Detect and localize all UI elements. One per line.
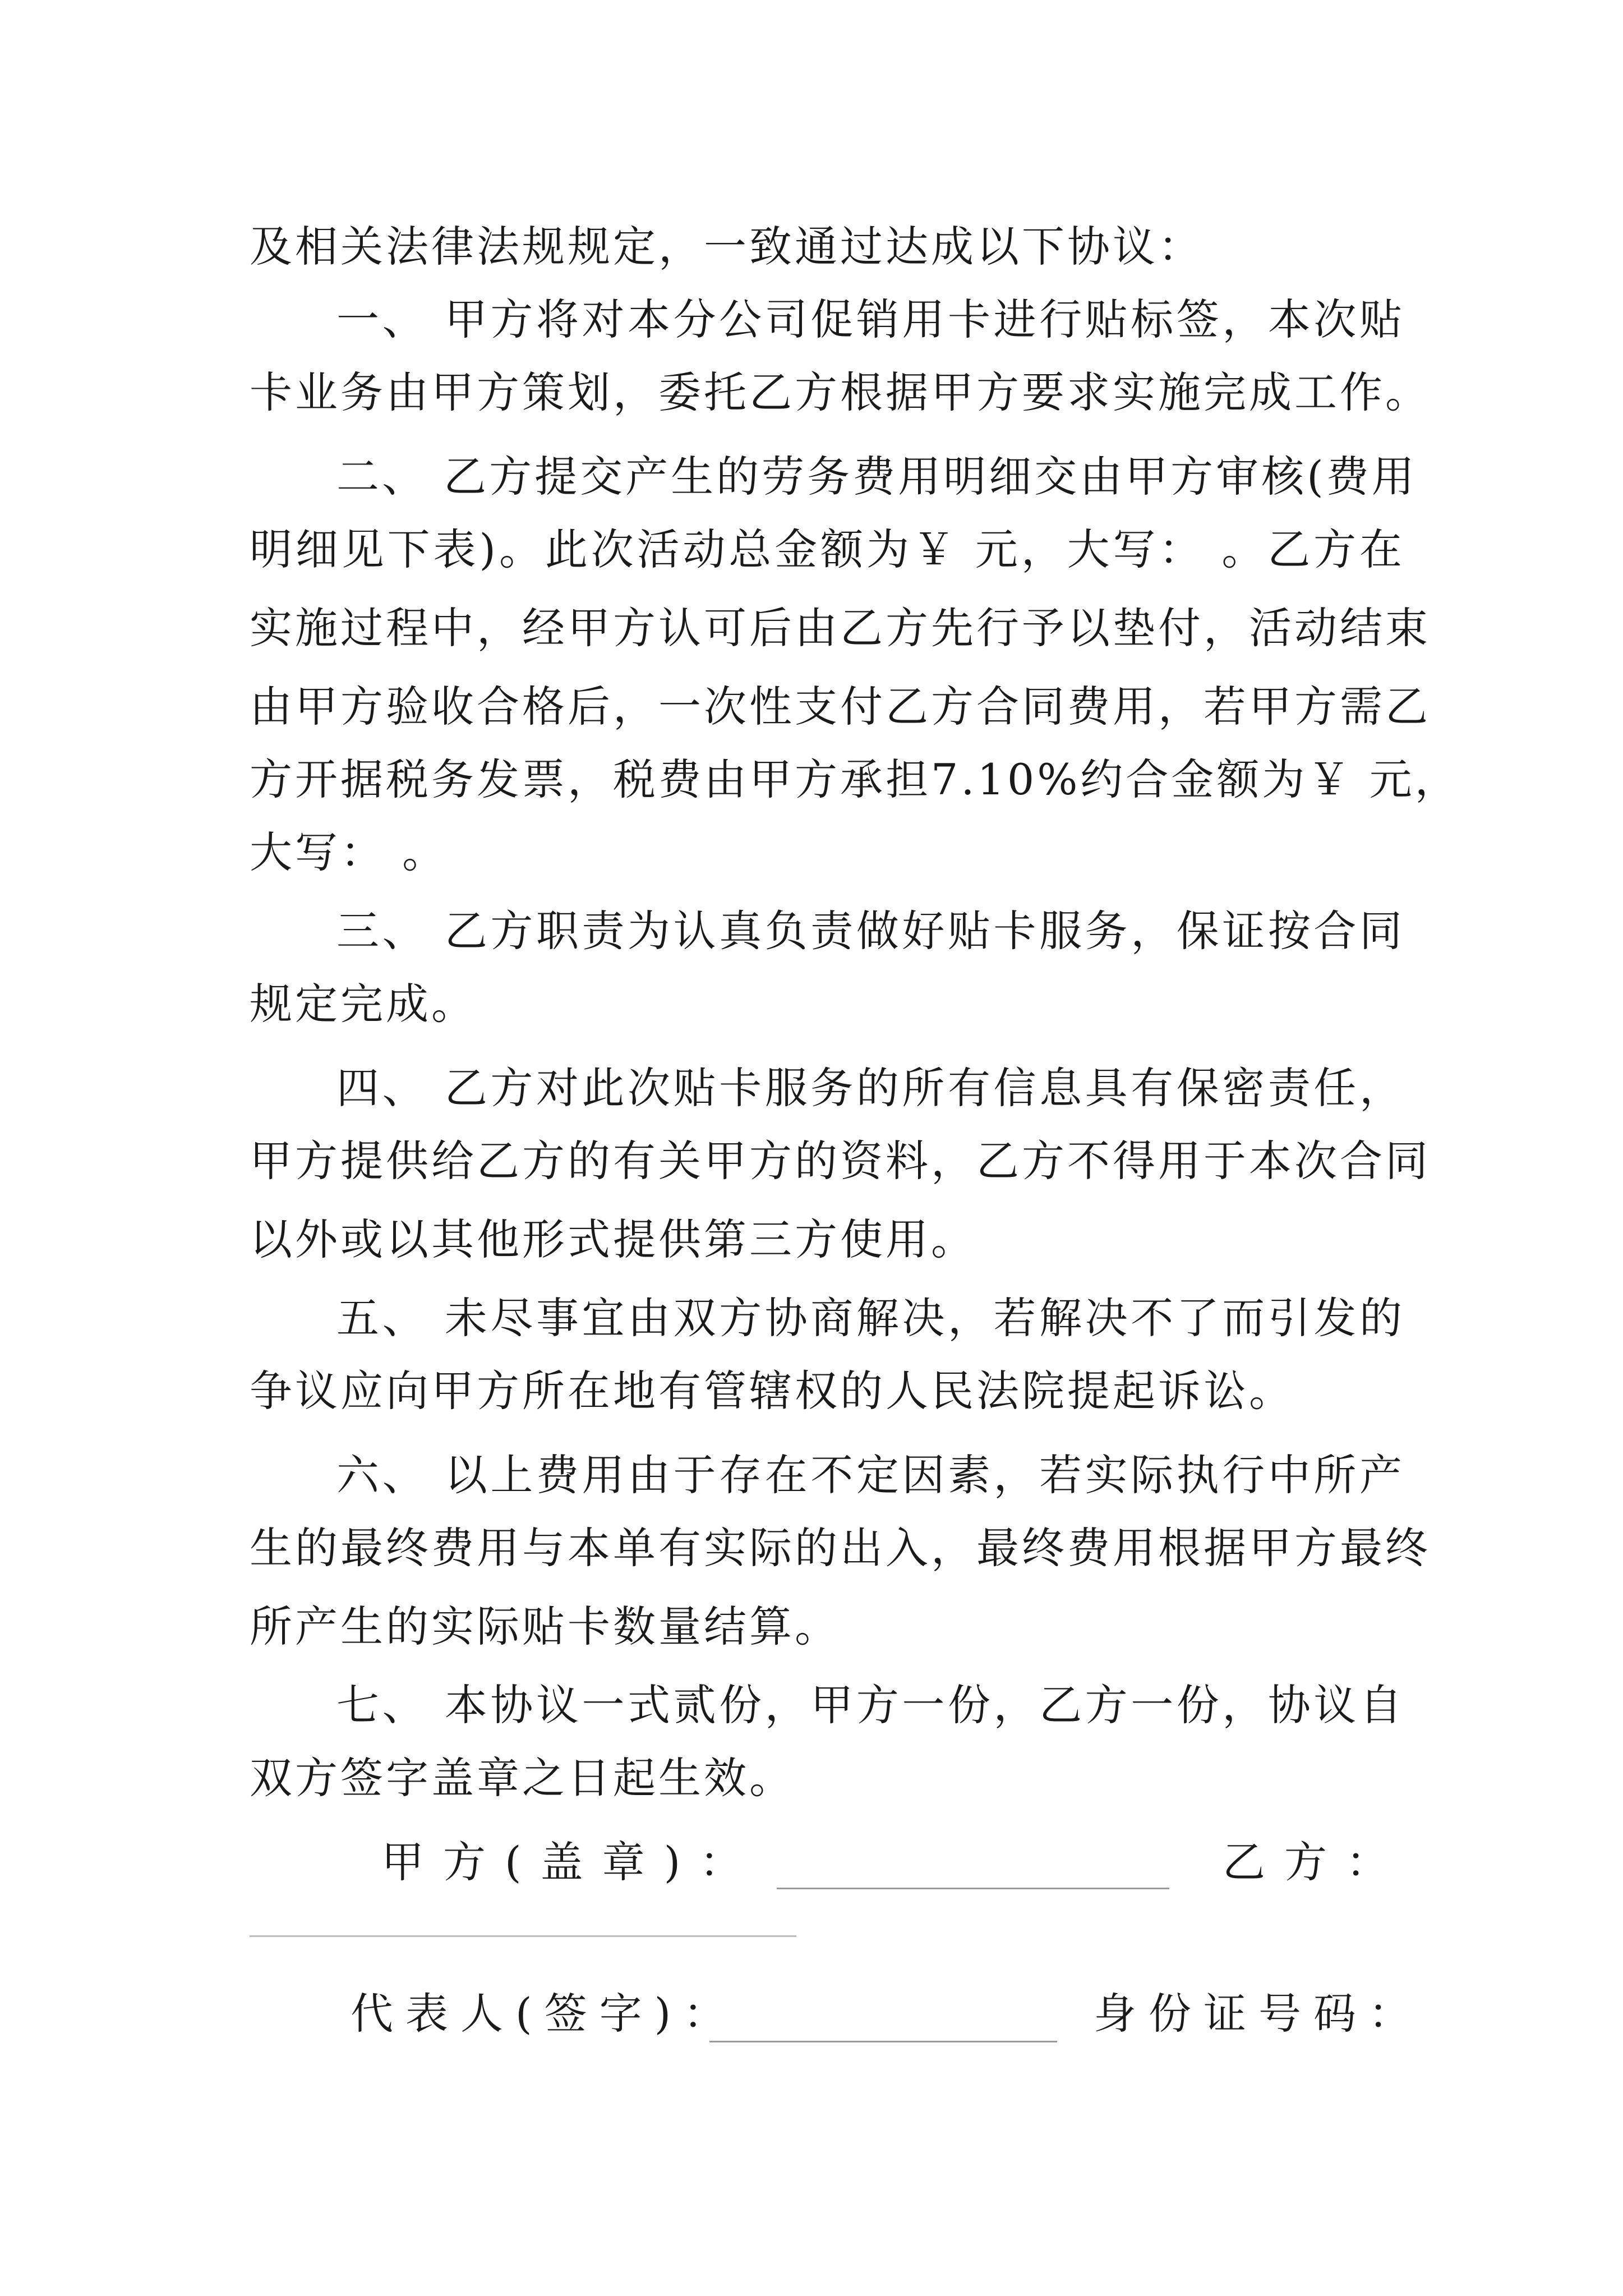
clause-2-line-2: 明细见下表)。此次活动总金额为￥ 元，大写： 。乙方在 [250,524,1405,574]
clause-5-line-1: 五、 未尽事宜由双方协商解决，若解决不了而引发的 [336,1293,1405,1343]
representative-signature-field[interactable] [709,2041,1057,2042]
text-line: 及相关法律法规规定，一致通过达成以下协议： [250,222,1204,272]
clause-1-line-1: 一、 甲方将对本分公司促销用卡进行贴标签，本次贴 [336,295,1405,344]
party-b-label: 乙方： [1223,1837,1408,1887]
clause-4-line-2: 甲方提供给乙方的有关甲方的资料，乙方不得用于本次合同 [250,1136,1431,1186]
clause-2-line-5: 方开据税务发票，税费由甲方承担7.10%约合金额为￥ 元， [250,754,1460,804]
party-b-signature-field[interactable] [250,1935,796,1937]
clause-6-line-3: 所产生的实际贴卡数量结算。 [250,1602,840,1651]
clause-1-line-2: 卡业务由甲方策划，委托乙方根据甲方要求实施完成工作。 [250,367,1431,417]
signature-row-party [250,1829,1408,1896]
clause-2-line-6: 大写： 。 [250,827,448,877]
representative-label: 代表人(签字)： [351,1989,739,2039]
clause-6-line-1: 六、 以上费用由于存在不定因素，若实际执行中所产 [336,1450,1405,1500]
clause-7-line-1: 七、 本协议一式贰份，甲方一份，乙方一份，协议自 [336,1680,1405,1730]
clause-5-line-2: 争议应向甲方所在地有管辖权的人民法院提起诉讼。 [250,1366,1294,1416]
clause-2-line-1: 二、 乙方提交产生的劳务费用明细交由甲方审核(费用 [336,452,1417,501]
party-a-seal-field[interactable] [777,1888,1169,1889]
clause-6-line-2: 生的最终费用与本单有实际的出入，最终费用根据甲方最终 [250,1523,1431,1573]
clause-2-line-3: 实施过程中，经甲方认可后由乙方先行予以垫付，活动结束 [250,603,1431,653]
clause-7-line-2: 双方签字盖章之日起生效。 [250,1753,795,1803]
clause-2-line-4: 由甲方验收合格后，一次性支付乙方合同费用，若甲方需乙 [250,682,1431,731]
party-a-label: 甲方(盖章)： [381,1837,762,1887]
clause-4-line-3: 以外或以其他形式提供第三方使用。 [250,1214,976,1264]
clause-3-line-1: 三、 乙方职责为认真负责做好贴卡服务，保证按合同 [336,906,1405,956]
id-number-label: 身份证号码： [1094,1989,1423,2039]
clause-3-line-2: 规定完成。 [250,979,477,1029]
clause-4-line-1: 四、 乙方对此次贴卡服务的所有信息具有保密责任， [336,1063,1405,1113]
signature-row-representative [250,1980,1423,2047]
